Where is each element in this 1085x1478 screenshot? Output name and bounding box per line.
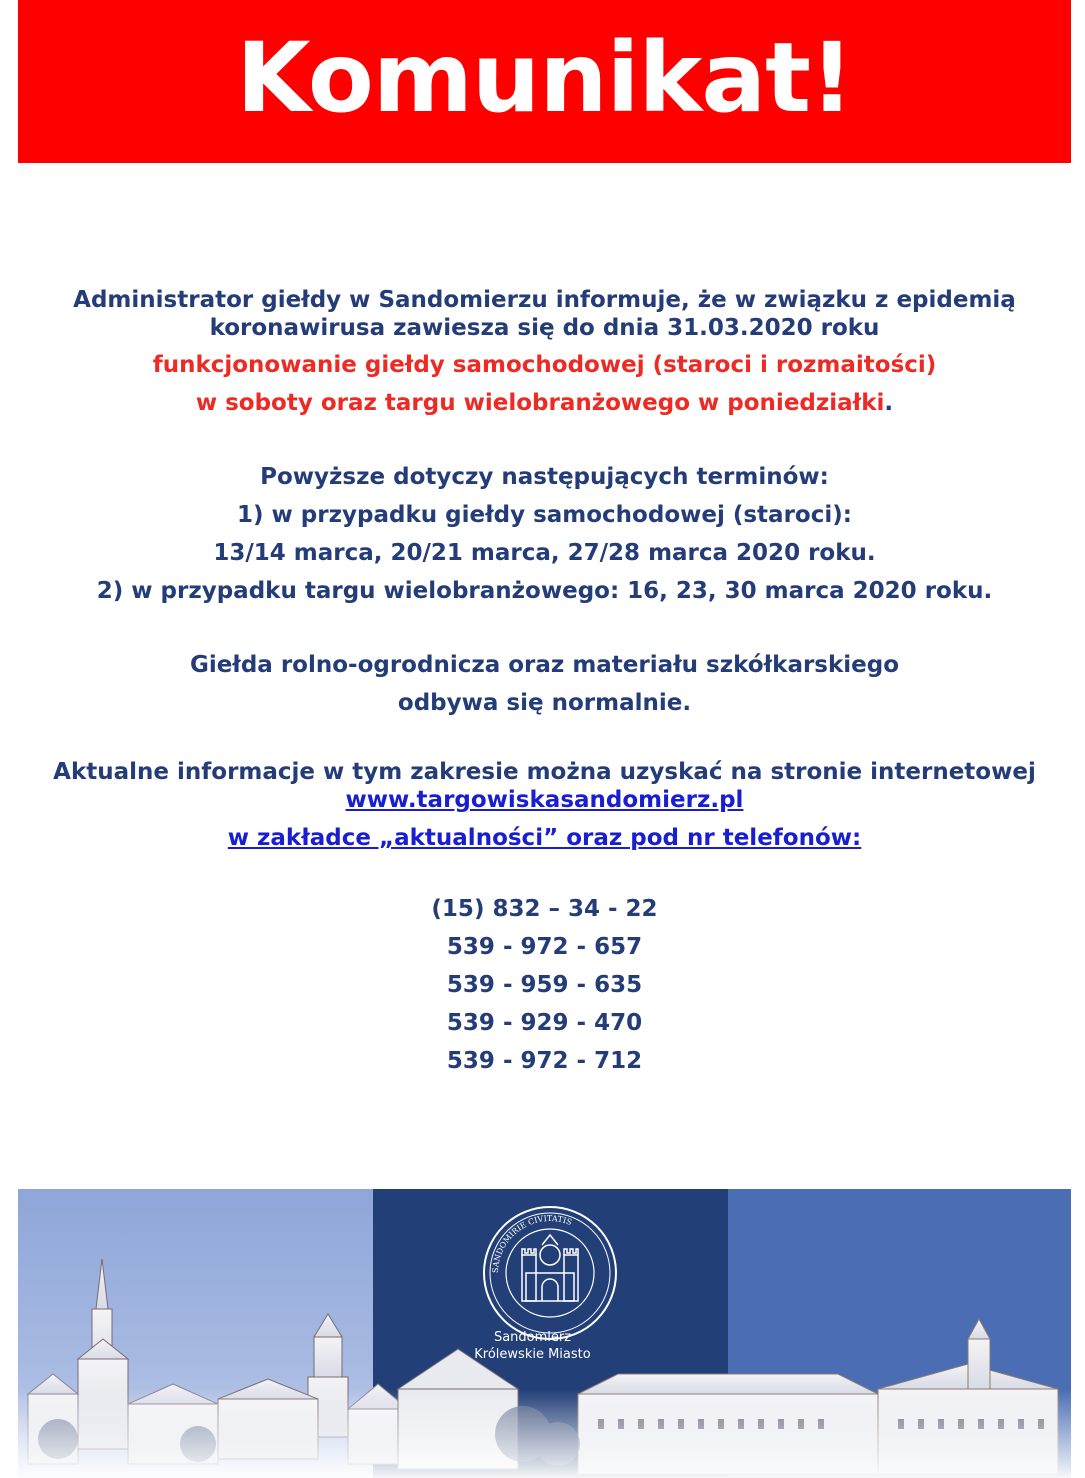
svg-text:SANDOMIRIE CIVITATIS: SANDOMIRIE CIVITATIS xyxy=(490,1213,574,1274)
announcement-body xyxy=(18,286,1071,1080)
phone-number: 539 - 972 - 712 xyxy=(446,1048,643,1074)
red-line-2-wrap xyxy=(18,384,1071,422)
term-1-label: 1) w przypadku giełdy samochodowej (staroci): xyxy=(237,502,852,528)
header-banner xyxy=(18,0,1071,163)
phone-number: 539 - 959 - 635 xyxy=(446,972,643,998)
caption-city: Sandomierz xyxy=(493,1330,572,1345)
spacer xyxy=(18,722,1071,758)
caption-subtitle: Królewskie Miasto xyxy=(474,1347,591,1362)
term-1-dates: 13/14 marca, 20/21 marca, 27/28 marca 2020 roku. xyxy=(213,540,876,566)
phone-number: (15) 832 – 34 - 22 xyxy=(431,896,658,922)
terms-heading: Powyższe dotyczy następujących terminów: xyxy=(260,464,829,490)
info-line: Aktualne informacje w tym zakresie można uzyskać na stronie internetowej xyxy=(53,759,1036,785)
ground-mist xyxy=(18,1389,1071,1478)
phone-number: 539 - 972 - 657 xyxy=(446,934,643,960)
intro-line-1: Administrator giełdy w Sandomierzu informuje, że w związku z epidemią xyxy=(73,287,1016,313)
spacer xyxy=(18,858,1071,890)
intro-line-2: koronawirusa zawiesza się do dnia 31.03.2020 roku xyxy=(209,315,880,341)
spacer xyxy=(18,422,1071,458)
normal-line-2: odbywa się normalnie. xyxy=(397,690,692,716)
seal-caption xyxy=(355,1329,710,1363)
red-line-1: funkcjonowanie giełdy samochodowej (staroci i rozmaitości) xyxy=(152,352,937,378)
phone-number: 539 - 929 - 470 xyxy=(446,1010,643,1036)
red-line-2-period: . xyxy=(884,390,894,416)
term-2: 2) w przypadku targu wielobranżowego: 16, 23, 30 marca 2020 roku. xyxy=(96,578,993,604)
spacer xyxy=(18,610,1071,646)
tab-link[interactable]: w zakładce „aktualności” oraz pod nr telefonów: xyxy=(227,825,862,851)
red-line-2: w soboty oraz targu wielobranżowego w poniedziałki xyxy=(195,390,885,416)
website-link[interactable]: www.targowiskasandomierz.pl xyxy=(345,787,744,813)
page-title: Komunikat! xyxy=(236,21,853,134)
normal-line-1: Giełda rolno-ogrodnicza oraz materiału szkółkarskiego xyxy=(189,652,900,678)
city-seal-icon xyxy=(480,1203,620,1343)
